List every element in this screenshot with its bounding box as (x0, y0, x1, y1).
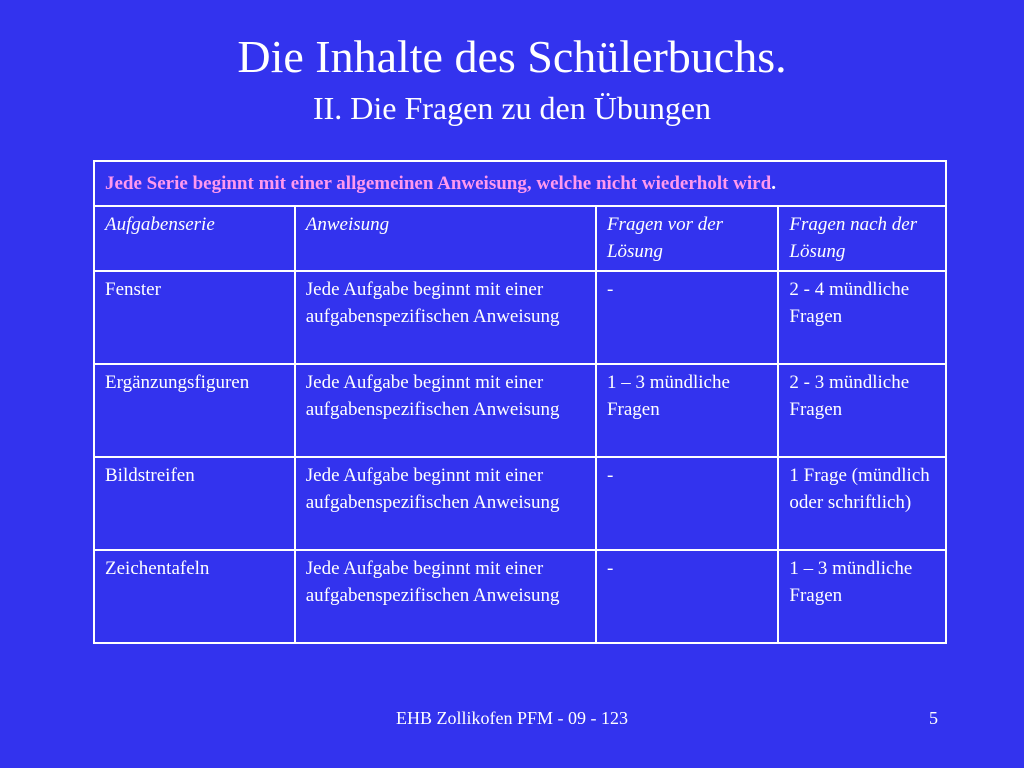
notice-row (94, 161, 946, 206)
cell-fragen-vor: 1 – 3 mündliche Fragen (596, 364, 778, 457)
cell-fragen-nach: 2 - 4 mündliche Fragen (778, 271, 946, 364)
header-aufgabenserie: Aufgabenserie (94, 206, 295, 271)
cell-fragen-nach: 2 - 3 mündliche Fragen (778, 364, 946, 457)
header-anweisung: Anweisung (295, 206, 596, 271)
cell-anweisung: Jede Aufgabe beginnt mit einer aufgabenspezifischen Anweisung (295, 271, 596, 364)
cell-aufgabenserie: Bildstreifen (94, 457, 295, 550)
table-row (94, 550, 946, 643)
cell-fragen-nach: 1 Frage (mündlich oder schriftlich) (778, 457, 946, 550)
cell-anweisung: Jede Aufgabe beginnt mit einer aufgabenspezifischen Anweisung (295, 457, 596, 550)
cell-aufgabenserie: Fenster (94, 271, 295, 364)
table-row (94, 364, 946, 457)
content-table (93, 160, 947, 644)
cell-anweisung: Jede Aufgabe beginnt mit einer aufgabenspezifischen Anweisung (295, 550, 596, 643)
cell-fragen-vor: - (596, 271, 778, 364)
cell-fragen-vor: - (596, 550, 778, 643)
cell-aufgabenserie: Ergänzungsfiguren (94, 364, 295, 457)
header-fragen-vor: Fragen vor der Lösung (596, 206, 778, 271)
header-fragen-nach: Fragen nach der Lösung (778, 206, 946, 271)
table-row (94, 457, 946, 550)
slide-title: Die Inhalte des Schülerbuchs. (237, 31, 787, 82)
notice-period: . (771, 173, 776, 194)
table-row (94, 271, 946, 364)
notice-cell (94, 161, 946, 206)
cell-fragen-nach: 1 – 3 mündliche Fragen (778, 550, 946, 643)
table-header-row (94, 206, 946, 271)
page-number: 5 (929, 708, 938, 728)
footer-text: EHB Zollikofen PFM - 09 - 123 (396, 708, 628, 728)
cell-anweisung: Jede Aufgabe beginnt mit einer aufgabenspezifischen Anweisung (295, 364, 596, 457)
notice-text: Jede Serie beginnt mit einer allgemeinen Anweisung, welche nicht wiederholt wird (105, 173, 772, 194)
cell-fragen-vor: - (596, 457, 778, 550)
cell-aufgabenserie: Zeichentafeln (94, 550, 295, 643)
slide-subtitle: II. Die Fragen zu den Übungen (312, 90, 712, 126)
